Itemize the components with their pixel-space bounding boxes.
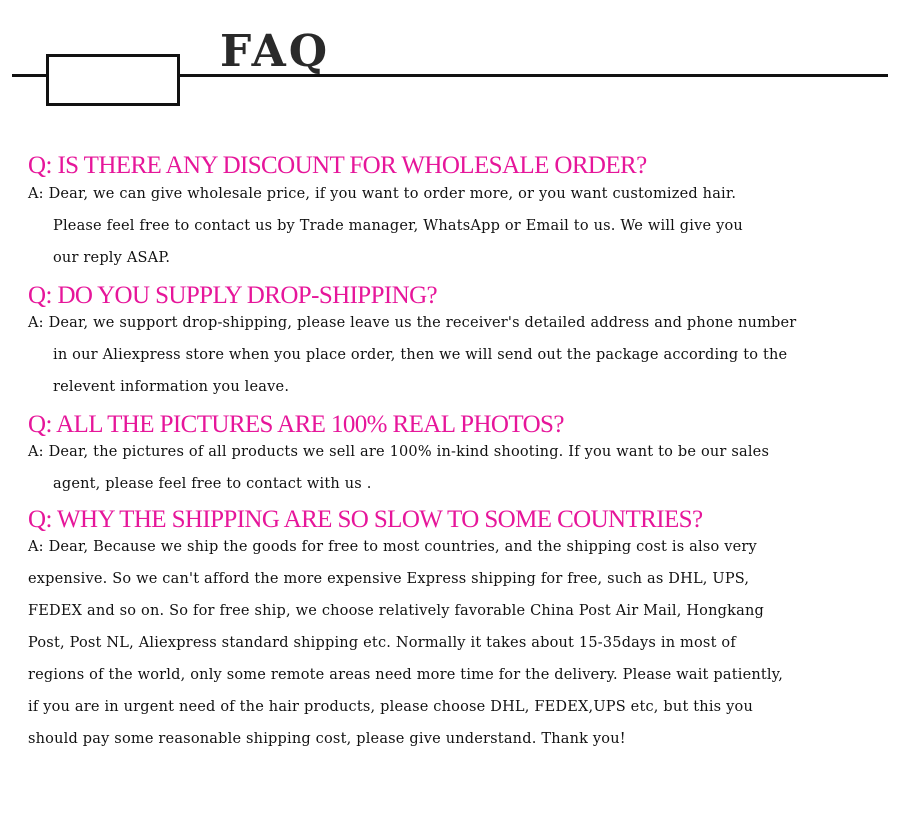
faq-answer-1-line-2: Please feel free to contact us by Trade manager, WhatsApp or Email to us. We will give you <box>53 218 743 234</box>
header-box <box>46 54 180 106</box>
faq-question-1: Q: IS THERE ANY DISCOUNT FOR WHOLESALE ORDER? <box>28 152 647 179</box>
faq-answer-4-line-1: A: Dear, Because we ship the goods for free to most countries, and the shipping cost is also very <box>28 539 757 555</box>
faq-answer-4-line-6: if you are in urgent need of the hair products, please choose DHL, FEDEX,UPS etc, but this you <box>28 699 753 715</box>
faq-question-3: Q: ALL THE PICTURES ARE 100% REAL PHOTOS? <box>28 411 564 438</box>
page-title: FAQ <box>220 26 331 77</box>
faq-question-4: Q: WHY THE SHIPPING ARE SO SLOW TO SOME COUNTRIES? <box>28 506 703 533</box>
faq-answer-4-line-7: should pay some reasonable shipping cost, please give understand. Thank you! <box>28 731 626 747</box>
faq-answer-2-line-3: relevent information you leave. <box>53 379 290 395</box>
faq-answer-4-line-5: regions of the world, only some remote areas need more time for the delivery. Please wait patiently, <box>28 667 784 683</box>
faq-answer-4-line-2: expensive. So we can't afford the more expensive Express shipping for free, such as DHL, UPS, <box>28 571 750 587</box>
faq-answer-4-line-4: Post, Post NL, Aliexpress standard shipping etc. Normally it takes about 15-35days in most of <box>28 635 736 651</box>
faq-answer-1-line-3: our reply ASAP. <box>53 250 171 266</box>
faq-answer-1-line-1: A: Dear, we can give wholesale price, if you want to order more, or you want customized hair. <box>28 186 737 202</box>
faq-answer-2-line-2: in our Aliexpress store when you place order, then we will send out the package according to the <box>53 347 788 363</box>
faq-question-2: Q: DO YOU SUPPLY DROP-SHIPPING? <box>28 282 438 309</box>
faq-answer-2-line-1: A: Dear, we support drop-shipping, please leave us the receiver's detailed address and phone number <box>28 315 797 331</box>
faq-answer-4-line-3: FEDEX and so on. So for free ship, we choose relatively favorable China Post Air Mail, Hongkang <box>28 603 764 619</box>
faq-answer-3-line-2: agent, please feel free to contact with us . <box>53 476 372 492</box>
faq-answer-3-line-1: A: Dear, the pictures of all products we sell are 100% in-kind shooting. If you want to be our sales <box>28 444 770 460</box>
